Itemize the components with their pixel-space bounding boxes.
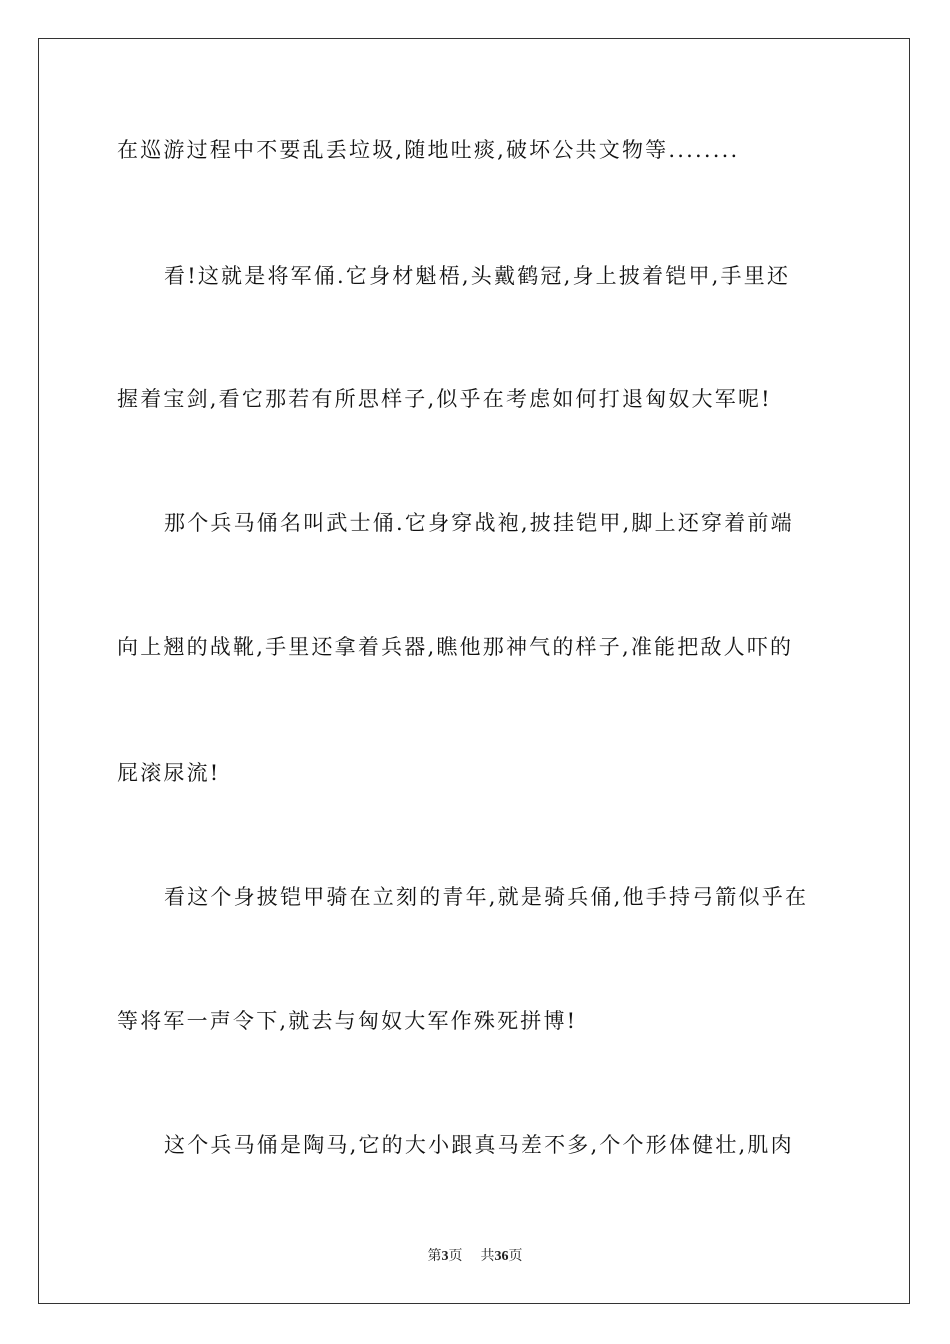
- text-line-4: 那个兵马俑名叫武士俑.它身穿战袍,披挂铠甲,脚上还穿着前端: [164, 511, 794, 535]
- text-line-6: 屁滚尿流!: [117, 761, 221, 785]
- page-number: 3: [441, 1249, 449, 1264]
- total-suffix: 页: [508, 1248, 523, 1264]
- text-line-2: 看!这就是将军俑.它身材魁梧,头戴鹤冠,身上披着铠甲,手里还: [164, 264, 791, 288]
- page-border: [38, 38, 910, 1304]
- total-prefix: 共: [480, 1248, 495, 1264]
- total-pages: 36: [494, 1249, 509, 1264]
- text-line-8: 等将军一声令下,就去与匈奴大军作殊死拼博!: [117, 1009, 578, 1033]
- text-line-3: 握着宝剑,看它那若有所思样子,似乎在考虑如何打退匈奴大军呢!: [117, 387, 772, 411]
- text-line-9: 这个兵马俑是陶马,它的大小跟真马差不多,个个形体健壮,肌肉: [164, 1133, 794, 1157]
- text-line-1: 在巡游过程中不要乱丢垃圾,随地吐痰,破坏公共文物等........: [117, 138, 740, 162]
- page-suffix: 页: [448, 1248, 463, 1264]
- page-prefix: 第: [427, 1248, 442, 1264]
- text-line-7: 看这个身披铠甲骑在立刻的青年,就是骑兵俑,他手持弓箭似乎在: [164, 885, 809, 909]
- page-footer: [0, 1247, 950, 1266]
- text-line-5: 向上翘的战靴,手里还拿着兵器,瞧他那神气的样子,准能把敌人吓的: [117, 635, 794, 659]
